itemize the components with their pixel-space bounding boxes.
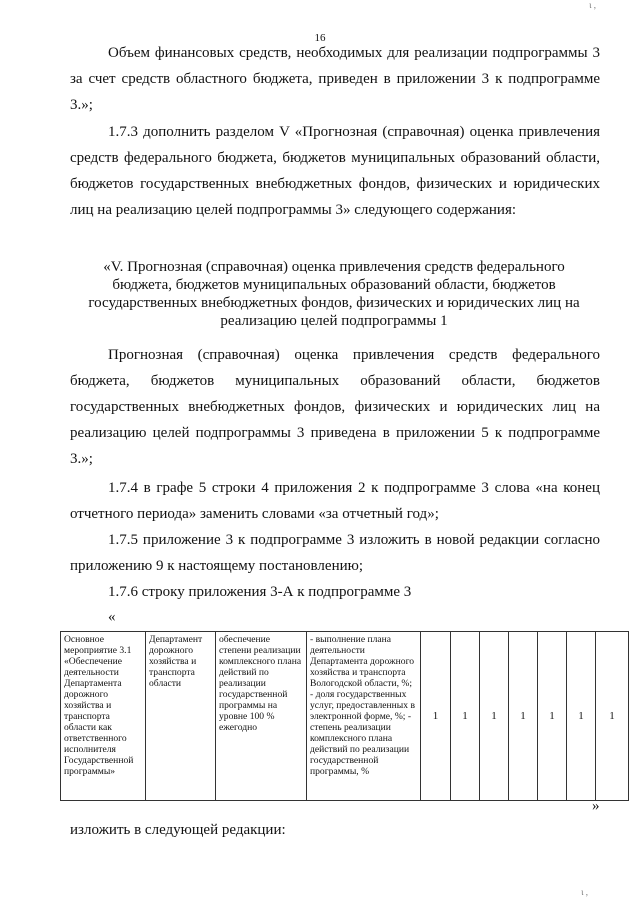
cell-indicators: - выполнение плана деятельности Департамента дорожного хозяйства и транспорта Вологодской области, %; - доля государственных услуг, предоставленных в электронной форме, %; - степень реализации комплексного плана действий по реализации государственной программы, %: [307, 632, 421, 801]
cell-value: 1: [509, 632, 538, 801]
cell-executor: Департамент дорожного хозяйства и транспорта области: [146, 632, 216, 801]
cell-value: 1: [567, 632, 596, 801]
section-heading: «V. Прогнозная (справочная) оценка привлечения средств федерального бюджета, бюджетов муниципальных образований области, бюджетов государственных внебюджетных фондов, физических и юридических лиц на реализацию целей подпрограммы 1: [88, 259, 580, 329]
cell-value: 1: [421, 632, 451, 801]
cell-value: 1: [451, 632, 480, 801]
scan-mark: ι ,: [581, 887, 588, 897]
page-number: 16: [314, 32, 326, 44]
cell-value: 1: [596, 632, 629, 801]
replaced-table-row: [60, 631, 629, 801]
open-quote: «: [108, 609, 116, 625]
paragraph: Прогнозная (справочная) оценка привлечения средств федерального бюджета, бюджетов муниципальных образований области, бюджетов государственных внебюджетных фондов, физических и юридических лиц на реализацию целей подпрограммы 3 приведена в приложении 5 к подпрограмме 3.»;: [70, 347, 600, 467]
close-quote: »: [592, 798, 600, 814]
cell-event: Основное мероприятие 3.1 «Обеспечение деятельности Департамента дорожного хозяйства и транспорта области как ответственного исполнителя Государственной программы»: [61, 632, 146, 801]
final-line: изложить в следующей редакции:: [70, 822, 286, 838]
paragraph: 1.7.5 приложение 3 к подпрограмме 3 изложить в новой редакции согласно приложению 9 к настоящему постановлению;: [70, 532, 600, 574]
cell-result: обеспечение степени реализации комплексного плана действий по реализации государственной программы на уровне 100 % ежегодно: [216, 632, 307, 801]
paragraph: 1.7.3 дополнить разделом V «Прогнозная (справочная) оценка привлечения средств федерального бюджета, бюджетов муниципальных образований области, бюджетов государственных внебюджетных фондов, физических и юридических лиц на реализацию целей подпрограммы 3» следующего содержания:: [70, 124, 600, 218]
paragraph: Объем финансовых средств, необходимых для реализации подпрограммы 3 за счет средств областного бюджета, приведен в приложении 3 к подпрограмме 3.»;: [70, 45, 600, 113]
cell-value: 1: [480, 632, 509, 801]
cell-value: 1: [538, 632, 567, 801]
paragraph: 1.7.6 строку приложения 3-А к подпрограмме 3: [108, 584, 412, 600]
paragraph: 1.7.4 в графе 5 строки 4 приложения 2 к подпрограмме 3 слова «на конец отчетного периода» заменить словами «за отчетный год»;: [70, 480, 600, 522]
scan-mark: ι ,: [589, 0, 596, 10]
